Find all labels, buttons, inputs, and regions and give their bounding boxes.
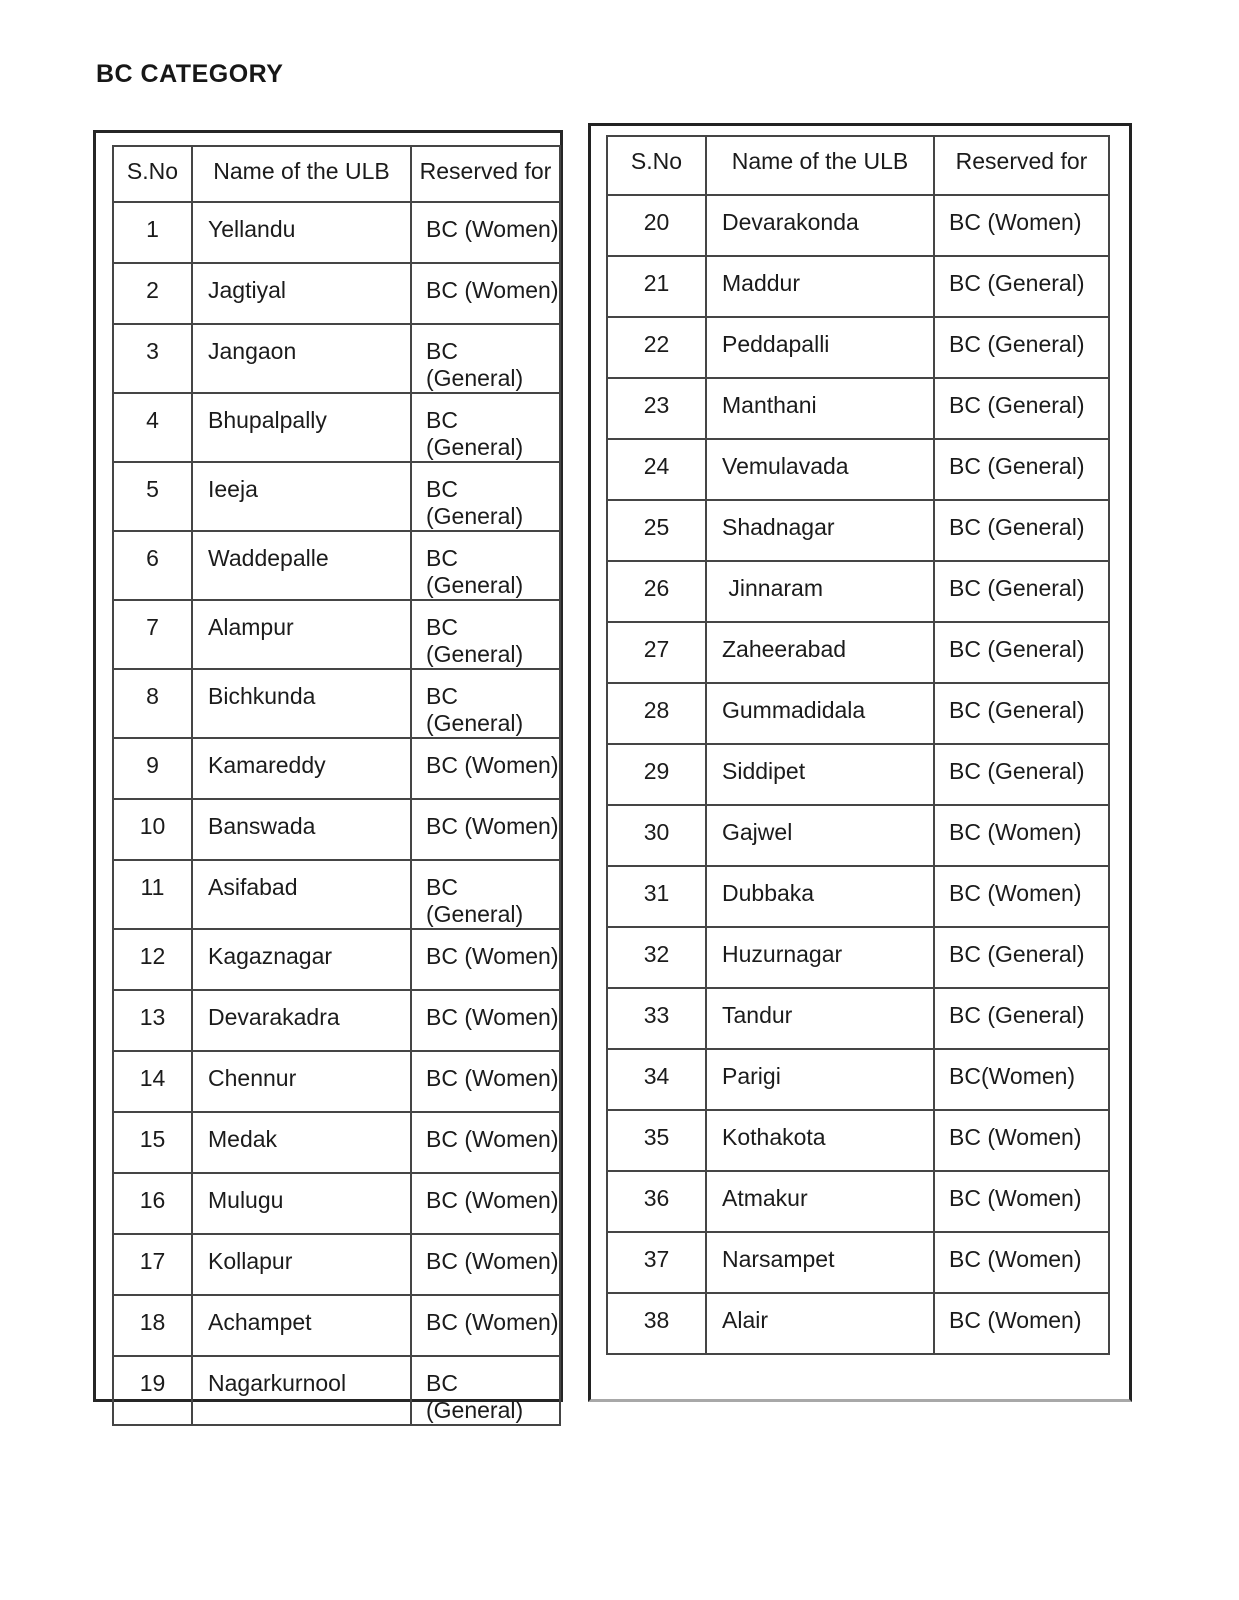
reserved-for-cell: BC (General) [411,462,560,531]
table-row [607,744,1109,805]
ulb-name-header: Name of the ULB [192,146,411,202]
reserved-for-cell: BC (Women) [411,1173,560,1234]
ulb-name-header: Name of the ULB [706,136,934,195]
table-row [113,202,560,263]
sno-cell: 2 [113,263,192,324]
sno-cell: 28 [607,683,706,744]
sno-cell: 17 [113,1234,192,1295]
table-row [607,1049,1109,1110]
table-row [607,805,1109,866]
table-row [607,1110,1109,1171]
ulb-name-cell: Shadnagar [706,500,934,561]
table-row [113,324,560,393]
sno-cell: 36 [607,1171,706,1232]
reserved-for-cell: BC (General) [411,531,560,600]
ulb-name-cell: Alair [706,1293,934,1354]
left-table-box [93,130,563,1423]
reserved-for-cell: BC (Women) [934,866,1109,927]
ulb-table-right [606,135,1110,1355]
sno-cell: 35 [607,1110,706,1171]
reserved-for-cell: BC (Women) [934,1232,1109,1293]
reserved-for-cell: BC (General) [934,927,1109,988]
table-row [113,1051,560,1112]
sno-cell: 9 [113,738,192,799]
ulb-name-cell: Devarakonda [706,195,934,256]
sno-cell: 3 [113,324,192,393]
ulb-name-cell: Bichkunda [192,669,411,738]
ulb-name-cell: Gajwel [706,805,934,866]
sno-header: S.No [607,136,706,195]
ulb-table-left-body [113,202,560,1425]
reserved-for-cell: BC (Women) [934,195,1109,256]
reserved-for-cell: BC (General) [934,988,1109,1049]
reserved-for-cell: BC (Women) [411,799,560,860]
sno-cell: 11 [113,860,192,929]
sno-cell: 27 [607,622,706,683]
table-header-row [113,146,560,202]
ulb-name-cell: Devarakadra [192,990,411,1051]
reserved-for-header: Reserved for [411,146,560,202]
sno-cell: 29 [607,744,706,805]
table-row [607,622,1109,683]
reserved-for-cell: BC (Women) [934,1293,1109,1354]
reserved-for-cell: BC (Women) [411,263,560,324]
reserved-for-cell: BC (Women) [934,1171,1109,1232]
table-row [113,1295,560,1356]
sno-cell: 25 [607,500,706,561]
ulb-name-cell: Nagarkurnool [192,1356,411,1425]
reserved-for-cell: BC (General) [934,561,1109,622]
sno-cell: 8 [113,669,192,738]
table-header-row [607,136,1109,195]
sno-header: S.No [113,146,192,202]
reserved-for-cell: BC (General) [411,1356,560,1425]
ulb-name-cell: Banswada [192,799,411,860]
sno-cell: 10 [113,799,192,860]
ulb-name-cell: Kollapur [192,1234,411,1295]
ulb-name-cell: Narsampet [706,1232,934,1293]
right-table-box [588,123,1132,1402]
table-row [607,256,1109,317]
page-title: BC CATEGORY [96,60,284,88]
ulb-name-cell: Vemulavada [706,439,934,500]
reserved-for-cell: BC (General) [411,324,560,393]
ulb-name-cell: Asifabad [192,860,411,929]
sno-cell: 15 [113,1112,192,1173]
sno-cell: 6 [113,531,192,600]
reserved-for-cell: BC (General) [934,317,1109,378]
table-row [113,531,560,600]
sno-cell: 22 [607,317,706,378]
ulb-name-cell: Achampet [192,1295,411,1356]
table-row [607,317,1109,378]
table-row [113,860,560,929]
ulb-name-cell: Chennur [192,1051,411,1112]
ulb-name-cell: Kagaznagar [192,929,411,990]
sno-cell: 34 [607,1049,706,1110]
table-row [113,799,560,860]
ulb-name-cell: Yellandu [192,202,411,263]
sno-cell: 16 [113,1173,192,1234]
ulb-table-left [112,145,561,1426]
sno-cell: 38 [607,1293,706,1354]
ulb-name-cell: Kamareddy [192,738,411,799]
ulb-name-cell: Maddur [706,256,934,317]
ulb-name-cell: Huzurnagar [706,927,934,988]
reserved-for-cell: BC (General) [411,669,560,738]
ulb-name-cell: Atmakur [706,1171,934,1232]
ulb-name-cell: Manthani [706,378,934,439]
table-row [113,600,560,669]
reserved-for-header: Reserved for [934,136,1109,195]
ulb-table-right-body [607,195,1109,1354]
table-row [113,1173,560,1234]
table-row [607,1232,1109,1293]
table-row [607,378,1109,439]
reserved-for-cell: BC (General) [934,378,1109,439]
reserved-for-cell: BC (Women) [411,1051,560,1112]
ulb-name-cell: Siddipet [706,744,934,805]
reserved-for-cell: BC (Women) [411,1112,560,1173]
ulb-name-cell: Jangaon [192,324,411,393]
sno-cell: 37 [607,1232,706,1293]
ulb-name-cell: Dubbaka [706,866,934,927]
reserved-for-cell: BC (Women) [411,1234,560,1295]
table-row [607,988,1109,1049]
reserved-for-cell: BC (Women) [934,1110,1109,1171]
ulb-name-cell: Medak [192,1112,411,1173]
table-row [113,929,560,990]
ulb-name-cell: Parigi [706,1049,934,1110]
reserved-for-cell: BC (Women) [934,805,1109,866]
reserved-for-cell: BC (General) [411,860,560,929]
reserved-for-cell: BC (Women) [411,738,560,799]
reserved-for-cell: BC (General) [934,744,1109,805]
sno-cell: 33 [607,988,706,1049]
reserved-for-cell: BC (Women) [411,1295,560,1356]
ulb-name-cell: Alampur [192,600,411,669]
ulb-name-cell: Waddepalle [192,531,411,600]
table-row [607,1293,1109,1354]
sno-cell: 30 [607,805,706,866]
table-row [113,738,560,799]
table-row [113,263,560,324]
ulb-name-cell: Tandur [706,988,934,1049]
ulb-name-cell: Mulugu [192,1173,411,1234]
sno-cell: 18 [113,1295,192,1356]
table-row [607,500,1109,561]
table-row [113,669,560,738]
table-row [113,990,560,1051]
sno-cell: 26 [607,561,706,622]
reserved-for-cell: BC (General) [934,500,1109,561]
sno-cell: 21 [607,256,706,317]
sno-cell: 23 [607,378,706,439]
reserved-for-cell: BC (General) [411,600,560,669]
reserved-for-cell: BC (General) [934,683,1109,744]
reserved-for-cell: BC (Women) [411,202,560,263]
ulb-name-cell: Ieeja [192,462,411,531]
reserved-for-cell: BC (General) [934,439,1109,500]
table-row [113,462,560,531]
sno-cell: 13 [113,990,192,1051]
table-row [113,1234,560,1295]
ulb-name-cell: Jagtiyal [192,263,411,324]
table-row [113,1112,560,1173]
sno-cell: 14 [113,1051,192,1112]
sno-cell: 19 [113,1356,192,1425]
table-row [607,683,1109,744]
reserved-for-cell: BC (Women) [411,929,560,990]
reserved-for-cell: BC (General) [934,256,1109,317]
ulb-name-cell: Peddapalli [706,317,934,378]
sno-cell: 32 [607,927,706,988]
table-row [607,439,1109,500]
sno-cell: 12 [113,929,192,990]
reserved-for-cell: BC (Women) [411,990,560,1051]
ulb-name-cell: Bhupalpally [192,393,411,462]
table-row [113,393,560,462]
table-row [113,1356,560,1425]
ulb-name-cell: Kothakota [706,1110,934,1171]
table-row [607,866,1109,927]
reserved-for-cell: BC (General) [934,622,1109,683]
table-row [607,927,1109,988]
sno-cell: 24 [607,439,706,500]
ulb-name-cell: Zaheerabad [706,622,934,683]
sno-cell: 7 [113,600,192,669]
ulb-name-cell: Jinnaram [706,561,934,622]
sno-cell: 20 [607,195,706,256]
reserved-for-cell: BC (General) [411,393,560,462]
sno-cell: 31 [607,866,706,927]
sno-cell: 4 [113,393,192,462]
sno-cell: 5 [113,462,192,531]
table-row [607,1171,1109,1232]
table-row [607,561,1109,622]
sno-cell: 1 [113,202,192,263]
ulb-name-cell: Gummadidala [706,683,934,744]
reserved-for-cell: BC(Women) [934,1049,1109,1110]
table-row [607,195,1109,256]
